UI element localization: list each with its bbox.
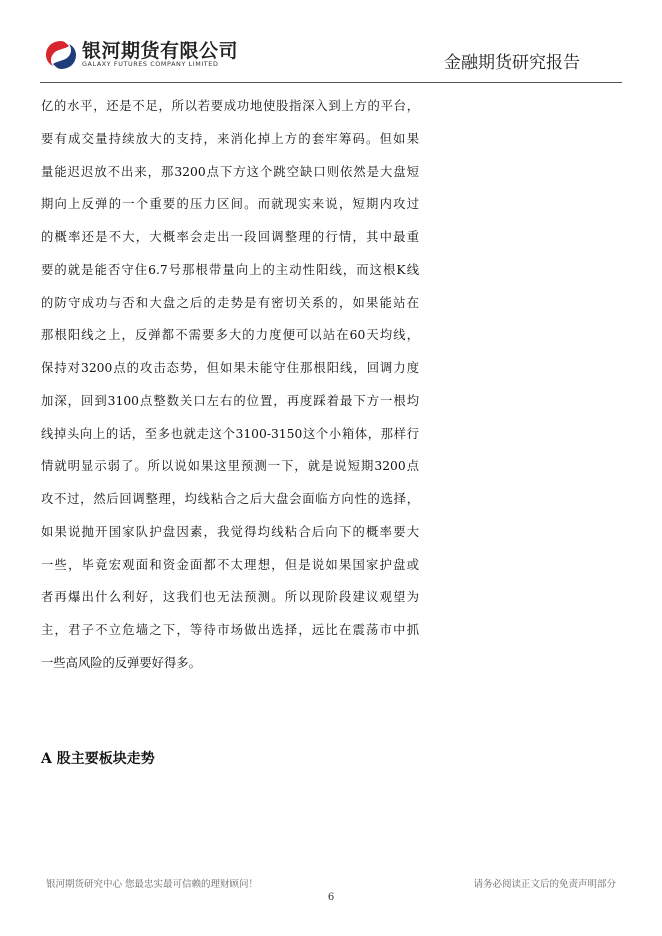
paragraph-line: 如果说抛开国家队护盘因素，我觉得均线粘合后向下的概率要大 [41, 524, 419, 539]
paragraph-line: 攻不过，然后回调整理，均线粘合之后大盘会面临方向性的选择， [41, 492, 419, 506]
paragraph-line: 的概率还是不大，大概率会走出一段回调整理的行情，其中最重 [41, 230, 419, 244]
section-heading: A 股主要板块走势 [41, 751, 155, 767]
company-name-cn: 银河期货有限公司 [82, 40, 239, 62]
page-header [0, 0, 662, 86]
galaxy-futures-logo-icon [44, 39, 78, 71]
paragraph-line: 要有成交量持续放大的支持，来消化掉上方的套牢筹码。但如果 [41, 131, 419, 146]
paragraph-line: 加深，回到3100点整数关口左右的位置，再度踩着最下方一根均 [41, 393, 419, 408]
paragraph-line: 亿的水平，还是不足，所以若要成功地使股指深入到上方的平台， [41, 99, 419, 113]
paragraph-line: 那根阳线之上，反弹都不需要多大的力度便可以站在60天均线， [41, 328, 419, 343]
header-divider [40, 82, 622, 83]
paragraph-line: 量能迟迟放不出来，那3200点下方这个跳空缺口则依然是大盘短 [41, 164, 419, 179]
paragraph-line: 者再爆出什么利好，这我们也无法预测。所以现阶段建议观望为 [41, 590, 419, 605]
paragraph-line: 线掉头向上的话，至多也就走这个3100-3150这个小箱体，那样行 [41, 426, 419, 441]
paragraph-line: 一些，毕竟宏观面和资金面都不太理想，但是说如果国家护盘或 [41, 557, 419, 572]
footer-slogan: 银河期货研究中心 您最忠实最可信赖的理财顾问！ [46, 879, 259, 890]
page-number: 6 [327, 892, 335, 903]
footer-disclaimer-note: 请务必阅读正文后的免责声明部分 [473, 879, 616, 890]
paragraph-line: 的防守成功与否和大盘之后的走势是有密切关系的，如果能站在 [41, 295, 419, 310]
body-paragraph [41, 90, 419, 680]
paragraph-line: 期向上反弹的一个重要的压力区间。而就现实来说，短期内攻过 [41, 197, 419, 212]
paragraph-line: 一些高风险的反弹要好得多。 [41, 655, 201, 670]
company-name-en: GALAXY FUTURES COMPANY LIMITED [82, 60, 219, 68]
paragraph-line: 保持对3200点的攻击态势，但如果未能守住那根阳线，回调力度 [41, 361, 419, 375]
paragraph-line: 情就明显示弱了。所以说如果这里预测一下，就是说短期3200点 [41, 459, 419, 474]
paragraph-line: 要的就是能否守住6.7号那根带量向上的主动性阳线，而这根K线 [41, 262, 419, 277]
paragraph-line: 主，君子不立危墙之下，等待市场做出选择，远比在震荡市中抓 [41, 623, 419, 637]
report-title: 金融期货研究报告 [444, 53, 580, 73]
